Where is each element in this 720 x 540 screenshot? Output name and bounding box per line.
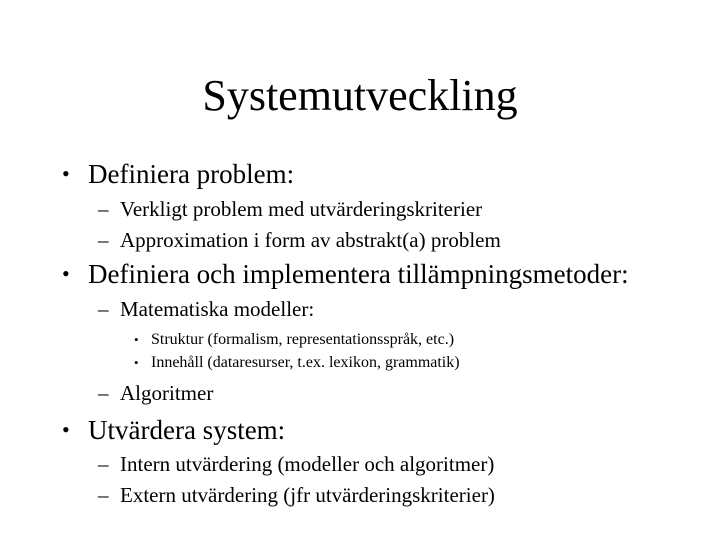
dash-marker: – [98, 228, 109, 252]
dash-marker: – [98, 452, 109, 476]
bullet-item [62, 414, 285, 446]
bullet-marker: • [62, 161, 70, 186]
sub-item-text: Matematiska modeller: [120, 297, 315, 321]
sub-item-text: Verkligt problem med utvärderingskriterier [120, 197, 483, 221]
sub-sub-item [134, 330, 454, 350]
dash-marker: – [98, 197, 109, 221]
dash-marker: – [98, 483, 109, 507]
sub-item [98, 451, 494, 477]
sub-item-text: Approximation i form av abstrakt(a) problem [120, 228, 501, 252]
bullet-text: Definiera problem: [88, 159, 295, 189]
bullet-text: Utvärdera system: [88, 415, 286, 445]
sub-item-text: Extern utvärdering (jfr utvärderingskriterier) [120, 483, 495, 507]
bullet-marker: • [134, 355, 139, 370]
sub-sub-item [134, 353, 460, 373]
sub-sub-item-text: Innehåll (dataresurser, t.ex. lexikon, grammatik) [151, 354, 460, 371]
slide-title: Systemutveckling [202, 71, 518, 120]
sub-item-text: Algoritmer [120, 381, 214, 405]
sub-item [98, 196, 482, 222]
bullet-item [62, 258, 629, 290]
sub-item [98, 227, 501, 253]
sub-sub-item-text: Struktur (formalism, representationsspråk, etc.) [151, 331, 455, 348]
dash-marker: – [98, 297, 109, 321]
dash-marker: – [98, 381, 109, 405]
sub-item [98, 482, 495, 508]
sub-item [98, 296, 314, 322]
sub-item-text: Intern utvärdering (modeller och algoritmer) [120, 452, 495, 476]
bullet-marker: • [62, 261, 70, 286]
bullet-marker: • [134, 332, 139, 347]
bullet-item [62, 158, 294, 190]
bullet-marker: • [62, 417, 70, 442]
bullet-text: Definiera och implementera tillämpningsmetoder: [88, 259, 629, 289]
sub-item [98, 380, 213, 406]
